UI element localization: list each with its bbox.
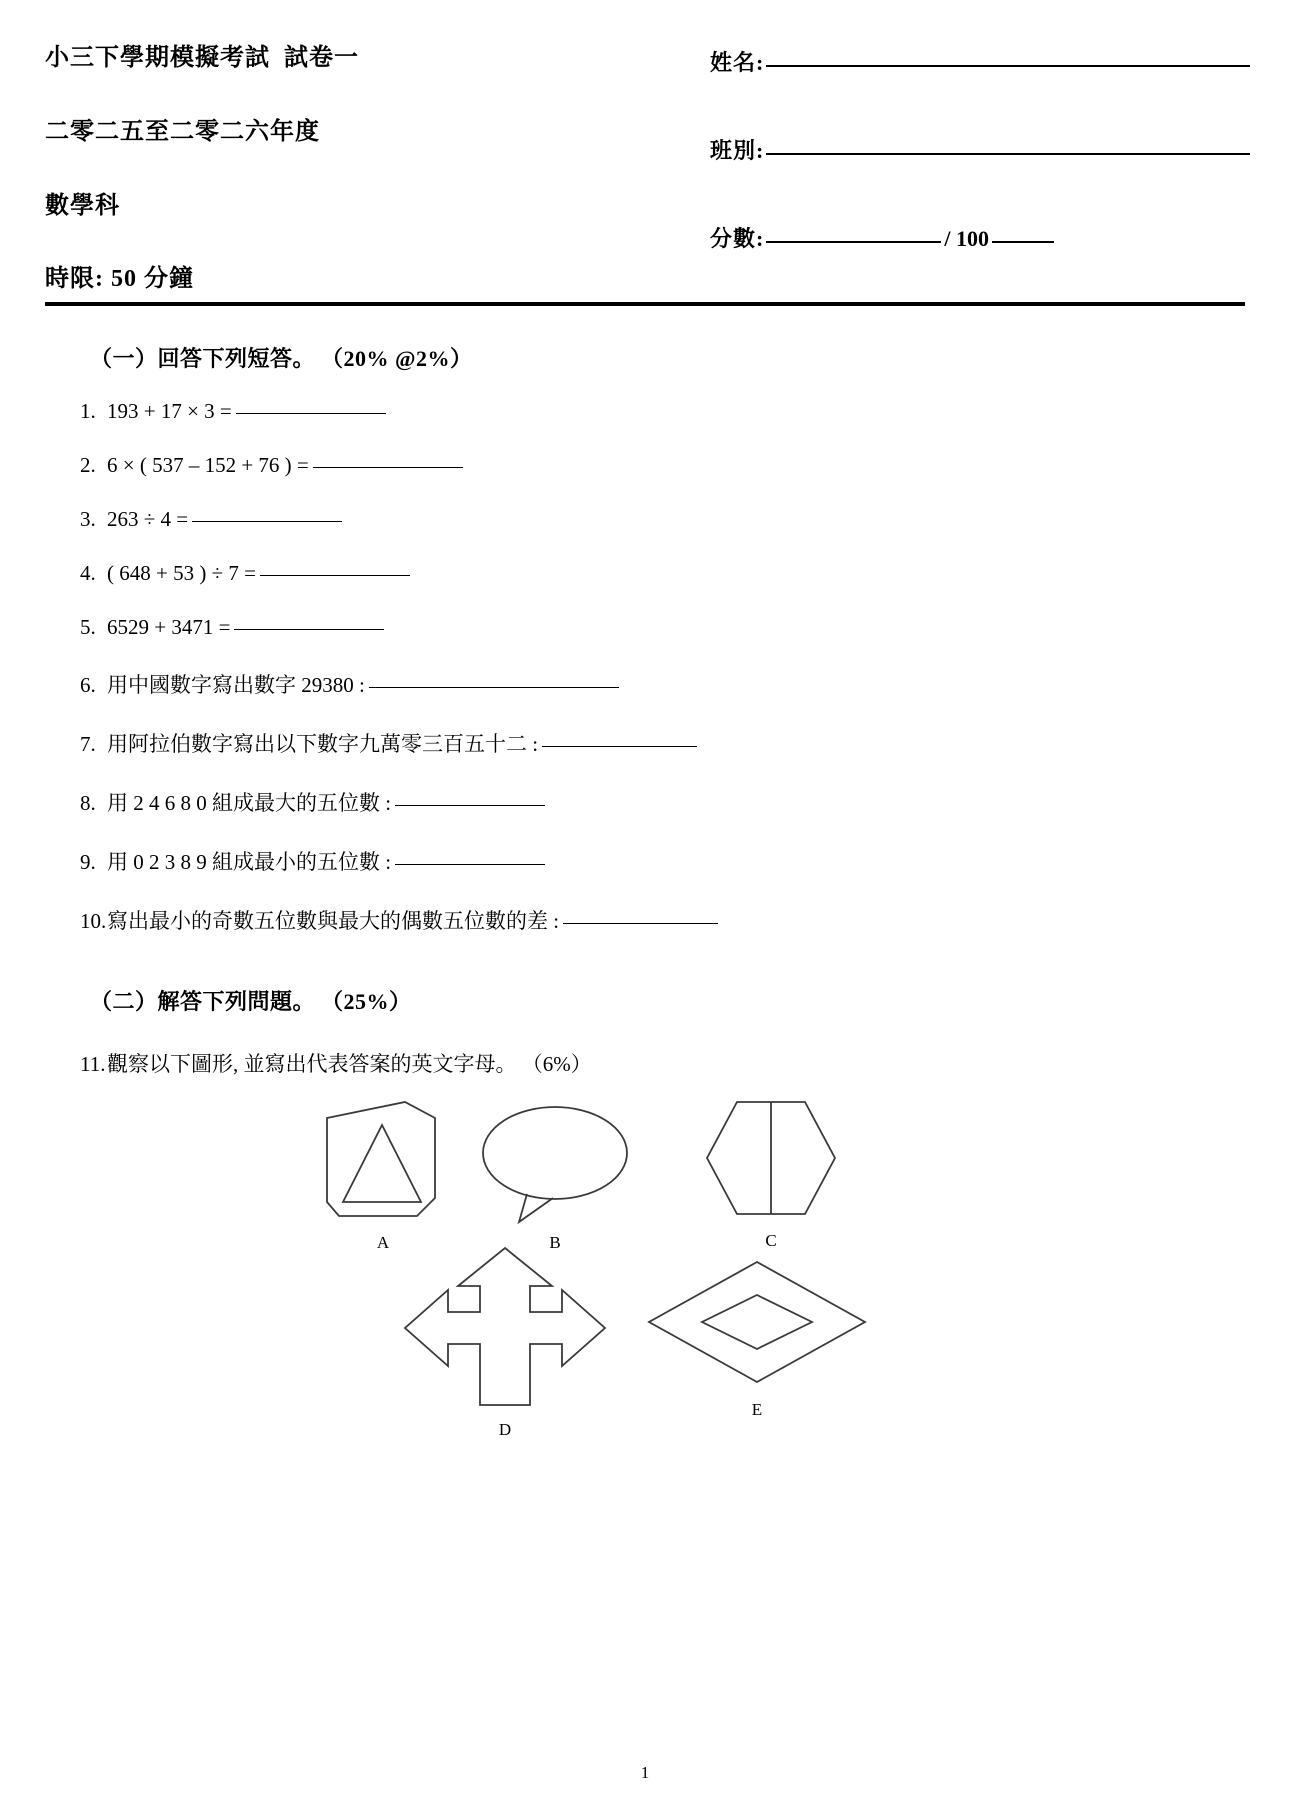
question-text: 用 0 2 3 8 9 組成最小的五位數 :: [107, 850, 392, 874]
shape-e-rhombus-with-inner-rhombus: [649, 1262, 865, 1382]
figure-label-b: B: [549, 1233, 561, 1252]
question-number: 11.: [80, 1052, 106, 1076]
question-text: 193 + 17 × 3 =: [107, 399, 232, 423]
question-number: 2.: [80, 453, 96, 477]
question-row: [45, 561, 1245, 586]
header-title-block: [45, 36, 665, 294]
question-row: [45, 453, 1245, 478]
page-number: 1: [640, 1763, 650, 1782]
header-fields-block: [710, 36, 1250, 253]
score-field-input[interactable]: [766, 240, 941, 243]
score-field-row: [710, 222, 1250, 253]
question-row: [45, 905, 1245, 935]
question-text: 263 ÷ 4 =: [107, 507, 189, 531]
question-row: [45, 728, 1245, 758]
answer-blank[interactable]: [369, 686, 619, 688]
shape-c-hexagon-with-vertical-line: [707, 1102, 835, 1214]
question-text: 用中國數字寫出數字 29380 :: [107, 673, 365, 697]
score-field-label: 分數:: [710, 226, 765, 251]
shape-b-speech-bubble-oval: [483, 1107, 627, 1222]
question-row: [45, 507, 1245, 532]
figure-label-e: E: [751, 1400, 763, 1419]
question-text: 寫出最小的奇數五位數與最大的偶數五位數的差 :: [107, 909, 560, 933]
class-field-label: 班別:: [710, 138, 765, 163]
question-number: 4.: [80, 561, 96, 585]
answer-blank[interactable]: [236, 412, 386, 414]
exam-title: 小三下學期模擬考試 試卷一: [45, 45, 359, 71]
page-body: [0, 342, 1290, 1480]
section-one-question-list: [45, 399, 1245, 935]
question-text: 觀察以下圖形, 並寫出代表答案的英文字母。 （6%）: [107, 1052, 592, 1076]
answer-blank[interactable]: [542, 745, 697, 747]
shape-d-four-way-arrow-cross: [405, 1248, 605, 1405]
name-field-label: 姓名:: [710, 50, 765, 75]
answer-blank[interactable]: [563, 922, 718, 924]
figure-label-a: A: [376, 1233, 390, 1252]
class-field-row: [710, 134, 1250, 165]
question-number: 5.: [80, 615, 96, 639]
question-row: [45, 669, 1245, 699]
question-number: 9.: [80, 850, 96, 874]
score-field-rule-tail: [992, 240, 1054, 243]
question-row: [45, 399, 1245, 424]
time-limit: 時限: 50 分鐘: [45, 266, 194, 293]
figure-label-d: D: [498, 1420, 512, 1439]
academic-year: 二零二五至二零二六年度: [45, 118, 320, 145]
question-row: [45, 615, 1245, 640]
answer-blank[interactable]: [395, 863, 545, 865]
question-number: 10.: [80, 909, 107, 933]
question-number: 7.: [80, 732, 96, 756]
question-row-11: [45, 1048, 1245, 1078]
page-header: [0, 0, 1290, 293]
answer-blank[interactable]: [192, 520, 342, 522]
figure-group-question-11: [45, 1090, 1245, 1480]
figure-label-c: C: [765, 1231, 777, 1250]
question-number: 6.: [80, 673, 96, 697]
question-text: 用阿拉伯數字寫出以下數字九萬零三百五十二 :: [107, 732, 539, 756]
section-two-heading: （二）解答下列問題。 （25%）: [90, 989, 412, 1014]
name-field-input[interactable]: [766, 64, 1250, 67]
question-text: 6 × ( 537 – 152 + 76 ) =: [107, 453, 309, 477]
answer-blank[interactable]: [395, 804, 545, 806]
answer-blank[interactable]: [260, 574, 410, 576]
answer-blank[interactable]: [313, 466, 463, 468]
section-one-heading: （一）回答下列短答。 （20% @2%）: [90, 346, 473, 371]
answer-blank[interactable]: [234, 628, 384, 630]
question-text: 用 2 4 6 8 0 組成最大的五位數 :: [107, 791, 392, 815]
question-text: ( 648 + 53 ) ÷ 7 =: [107, 561, 256, 585]
class-field-input[interactable]: [766, 152, 1250, 155]
subject-name: 數學科: [45, 192, 120, 219]
question-row: [45, 846, 1245, 876]
question-text: 6529 + 3471 =: [107, 615, 231, 639]
question-number: 3.: [80, 507, 96, 531]
name-field-row: [710, 46, 1250, 77]
shape-a-octagon-with-triangle: [327, 1102, 435, 1216]
question-number: 8.: [80, 791, 96, 815]
question-number: 1.: [80, 399, 96, 423]
score-total-label: / 100: [944, 226, 989, 251]
shapes-diagram: [305, 1090, 985, 1475]
question-row: [45, 787, 1245, 817]
header-divider: [45, 302, 1245, 306]
